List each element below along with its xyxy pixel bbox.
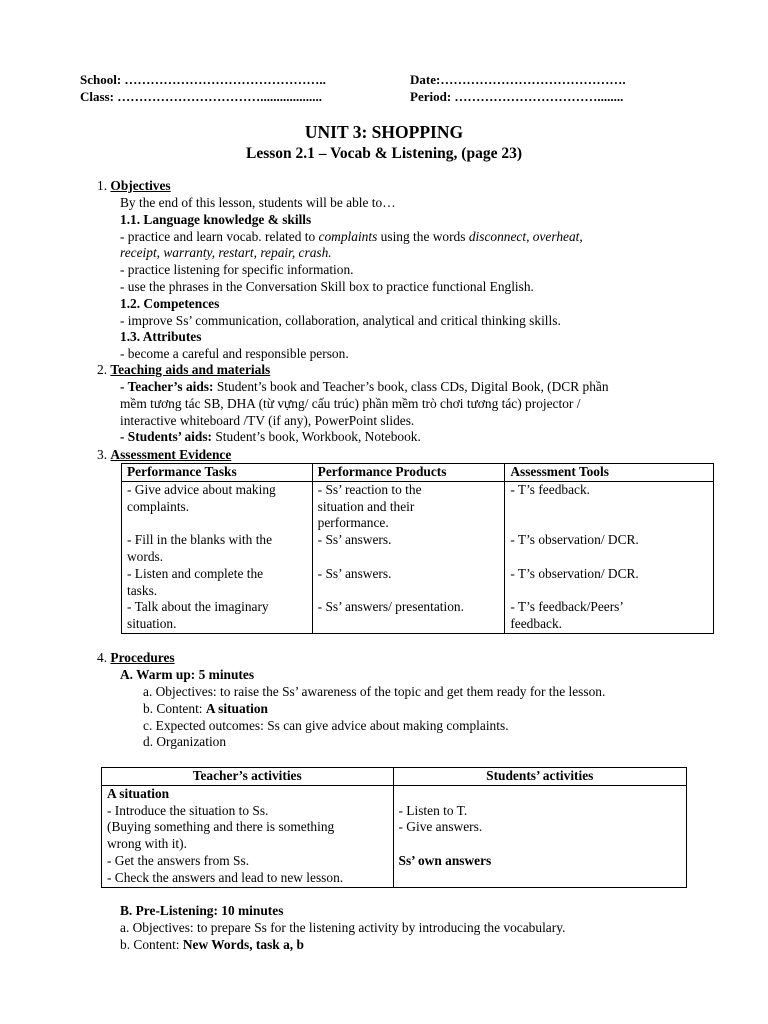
- cell-text: performance.: [317, 515, 389, 531]
- warmup-objectives: a. Objectives: to raise the Ss’ awareness of the topic and get them ready for the lesson.: [143, 684, 606, 699]
- aids-body: - Teacher’s aids: Student’s book and Teacher’s book, class CDs, Digital Book, (DCR phần mềm tương tác SB, DHA (từ vựng/ cấu trúc) phần mềm trò chơi tương tác) projector / interactive whiteboard /TV (if any), PowerPoint slides. - Students’ aids: Student’s book, Workbook, Notebook.: [120, 379, 609, 445]
- table-cell: [505, 481, 714, 532]
- column-header: Teacher’s activities: [102, 768, 394, 786]
- teacher-activity: wrong with it).: [107, 836, 187, 852]
- cell-text: - T’s observation/ DCR.: [510, 532, 639, 548]
- warmup-body: a. Objectives: to raise the Ss’ awareness of the topic and get them ready for the lesson. b. Content: A situation c. Expected outcomes: Ss can give advice about making complaints. d. Organization: [143, 684, 606, 750]
- cell-text: - T’s feedback/Peers’: [510, 599, 624, 615]
- cell-text: - Ss’ answers/ presentation.: [317, 599, 464, 615]
- table-row: [122, 481, 714, 532]
- warmup-heading: A. Warm up: 5 minutes: [120, 667, 255, 682]
- section-objectives: [97, 178, 171, 195]
- objective-line: - improve Ss’ communication, collaboration, analytical and critical thinking skills.: [120, 312, 561, 328]
- teacher-aids-label: - Teacher’s aids:: [120, 379, 214, 394]
- cell-text: feedback.: [510, 616, 562, 632]
- student-activity: Ss’ own answers: [398, 852, 492, 868]
- cell-text: - Ss’ reaction to the: [317, 481, 422, 497]
- teacher-activity: - Introduce the situation to Ss.: [107, 802, 269, 818]
- cell-text: - Ss’ answers.: [317, 565, 392, 581]
- cell-text: situation.: [127, 616, 177, 632]
- class-field: Class: ……………………………...................: [80, 89, 322, 104]
- teacher-activity: - Get the answers from Ss.: [107, 852, 250, 868]
- aids-line: mềm tương tác SB, DHA (từ vựng/ cấu trúc) phần mềm trò chơi tương tác) projector /: [120, 395, 581, 411]
- cell-text: situation and their: [317, 498, 415, 514]
- table-cell: [122, 532, 313, 566]
- subsection-attributes: 1.3. Attributes: [120, 329, 202, 345]
- table-cell: [505, 599, 714, 633]
- section-heading: Teaching aids and materials: [110, 362, 271, 377]
- table-cell: [505, 566, 714, 600]
- date-field: Date:…………………………………….: [410, 72, 626, 87]
- subsection-language: 1.1. Language knowledge & skills: [120, 211, 312, 227]
- column-header: Performance Products: [312, 464, 505, 482]
- objective-line: - practice listening for specific information.: [120, 262, 354, 278]
- table-row: [122, 599, 714, 633]
- assessment-table: [121, 463, 714, 634]
- period-field: Period: ……………………………........: [410, 89, 624, 104]
- table-cell: [122, 566, 313, 600]
- cell-text: words.: [127, 548, 164, 564]
- cell-text: complaints.: [127, 498, 190, 514]
- section-number: 1.: [97, 178, 108, 193]
- warmup-content: A situation: [205, 700, 269, 716]
- school-field: School: ………………………………………..: [80, 72, 326, 87]
- column-header: Assessment Tools: [505, 464, 714, 482]
- student-activity: - Listen to T.: [398, 802, 468, 818]
- lesson-subtitle: Lesson 2.1 – Vocab & Listening, (page 23): [245, 145, 523, 162]
- teacher-activities-cell: [102, 785, 394, 887]
- subsection-competences: 1.2. Competences: [120, 295, 220, 311]
- cell-text: - Talk about the imaginary: [127, 599, 269, 615]
- cell-text: tasks.: [127, 582, 158, 598]
- student-activities-cell: [393, 785, 687, 887]
- aids-line: interactive whiteboard /TV (if any), PowerPoint slides.: [120, 412, 415, 428]
- objectives-body: [120, 195, 583, 363]
- table-cell: [122, 481, 313, 532]
- header-left: [80, 71, 326, 105]
- cell-text: - T’s feedback.: [510, 481, 591, 497]
- section-heading: Objectives: [110, 178, 171, 193]
- section-heading: Procedures: [110, 650, 175, 665]
- prelistening-body: a. Objectives: to prepare Ss for the listening activity by introducing the vocabulary. b. Content: New Words, task a, b: [120, 920, 566, 952]
- teacher-activity: - Check the answers and lead to new lesson.: [107, 869, 344, 885]
- table-cell: [505, 532, 714, 566]
- section-heading: Assessment Evidence: [110, 447, 232, 462]
- warmup-outcomes: c. Expected outcomes: Ss can give advice about making complaints.: [143, 717, 509, 733]
- objective-line: - become a careful and responsible person.: [120, 346, 349, 362]
- table-row: [122, 532, 714, 566]
- cell-text: - Give advice about making: [127, 481, 276, 497]
- cell-text: - Listen and complete the: [127, 565, 264, 581]
- objective-line: - practice and learn vocab. related to complaints using the words disconnect, overheat,: [120, 228, 583, 244]
- objectives-intro: By the end of this lesson, students will be able to…: [120, 195, 396, 210]
- activities-table: [101, 767, 687, 888]
- table-row: [122, 566, 714, 600]
- table-cell: [122, 599, 313, 633]
- prelistening-heading: B. Pre-Listening: 10 minutes: [120, 903, 284, 918]
- activity-heading: A situation: [107, 785, 170, 801]
- section-assessment: 3. Assessment Evidence: [97, 447, 232, 462]
- assessment-rows: [122, 481, 714, 633]
- warmup-organization: d. Organization: [143, 734, 227, 750]
- objective-words: receipt, warranty, restart, repair, crash.: [120, 245, 332, 261]
- teacher-activity: (Buying something and there is something: [107, 819, 335, 835]
- unit-title: UNIT 3: SHOPPING: [304, 122, 464, 142]
- student-activity: - Give answers.: [398, 819, 483, 835]
- prelistening-objectives: a. Objectives: to prepare Ss for the listening activity by introducing the vocabulary.: [120, 920, 566, 935]
- prelistening-content: New Words, task a, b: [182, 936, 304, 952]
- objective-line: - use the phrases in the Conversation Skill box to practice functional English.: [120, 278, 534, 294]
- table-cell: [312, 481, 505, 532]
- column-header: Performance Tasks: [122, 464, 313, 482]
- cell-text: - T’s observation/ DCR.: [510, 565, 639, 581]
- section-aids: 2. Teaching aids and materials: [97, 362, 271, 377]
- cell-text: - Ss’ answers.: [317, 532, 392, 548]
- cell-text: - Fill in the blanks with the: [127, 532, 273, 548]
- table-cell: [312, 599, 505, 633]
- section-procedures: 4. Procedures: [97, 650, 175, 665]
- table-cell: [312, 566, 505, 600]
- column-header: Students’ activities: [393, 768, 687, 786]
- header-right: [410, 71, 626, 105]
- student-aids-label: - Students’ aids:: [120, 429, 213, 445]
- table-cell: [312, 532, 505, 566]
